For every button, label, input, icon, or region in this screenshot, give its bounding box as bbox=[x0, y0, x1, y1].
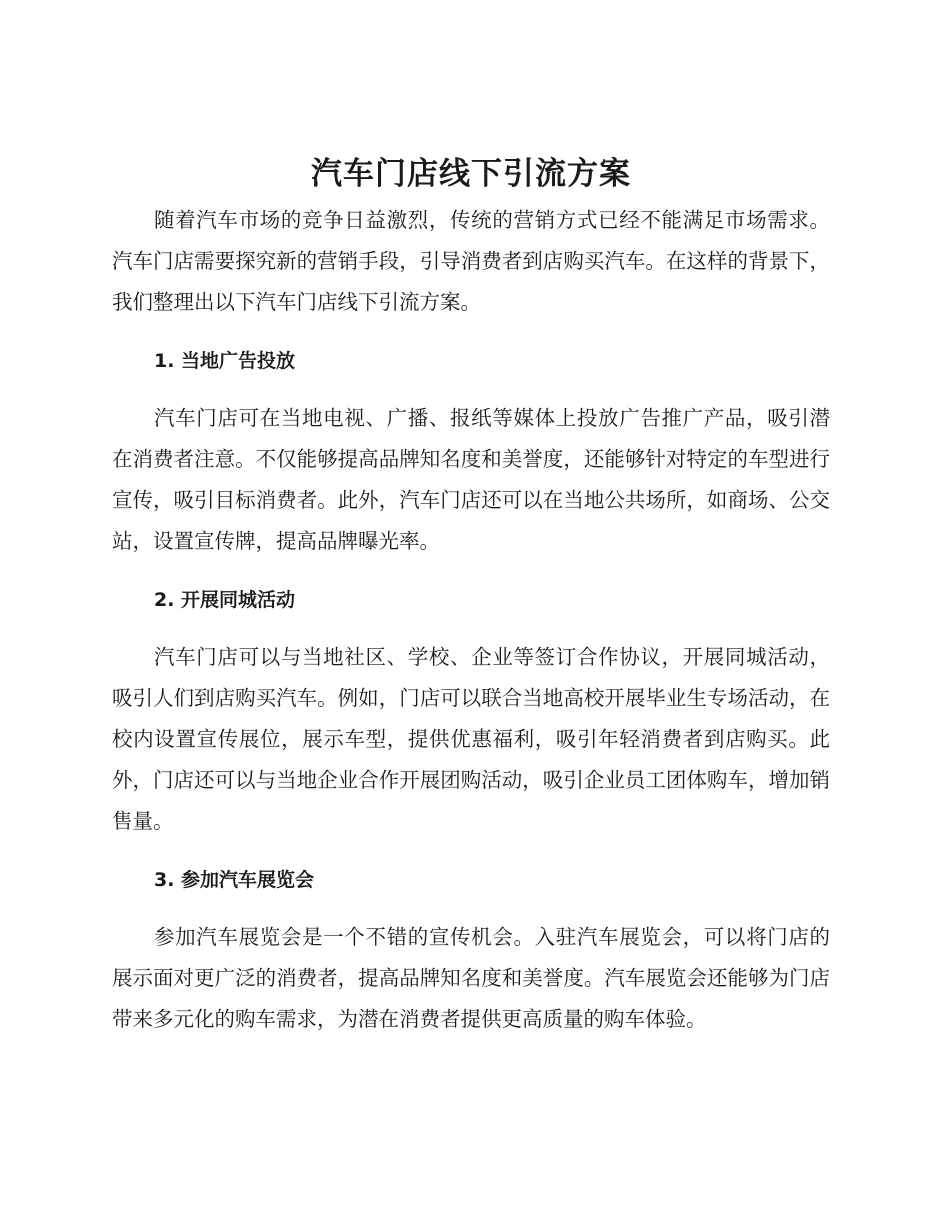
document-title: 汽车门店线下引流方案 bbox=[311, 156, 631, 192]
section-body-auto-show: 参加汽车展览会是一个不错的宣传机会。入驻汽车展览会，可以将门店的展示面对更广泛的消费者，提高品牌知名度和美誉度。汽车展览会还能够为门店带来多元化的购车需求，为潜在消费者提供更高质量的购车体验。 bbox=[112, 925, 830, 1031]
section-body-city-events: 汽车门店可以与当地社区、学校、企业等签订合作协议，开展同城活动，吸引人们到店购买汽车。例如，门店可以联合当地高校开展毕业生专场活动，在校内设置宣传展位，展示车型，提供优惠福利，吸引年轻消费者到店购买。此外，门店还可以与当地企业合作开展团购活动，吸引企业员工团体购车，增加销售量。 bbox=[112, 645, 830, 833]
section-body-local-ads: 汽车门店可在当地电视、广播、报纸等媒体上投放广告推广产品，吸引潜在消费者注意。不仅能够提高品牌知名度和美誉度，还能够针对特定的车型进行宣传，吸引目标消费者。此外，汽车门店还可以在当地公共场所，如商场、公交站，设置宣传牌，提高品牌曝光率。 bbox=[112, 406, 830, 553]
section-heading-city-events: 2. 开展同城活动 bbox=[154, 589, 296, 611]
intro-paragraph: 随着汽车市场的竞争日益激烈，传统的营销方式已经不能满足市场需求。汽车门店需要探究新的营销手段，引导消费者到店购买汽车。在这样的背景下，我们整理出以下汽车门店线下引流方案。 bbox=[112, 208, 830, 314]
section-heading-local-ads: 1. 当地广告投放 bbox=[154, 350, 296, 372]
section-heading-auto-show: 3. 参加汽车展览会 bbox=[154, 869, 315, 891]
document-page bbox=[112, 148, 830, 1040]
